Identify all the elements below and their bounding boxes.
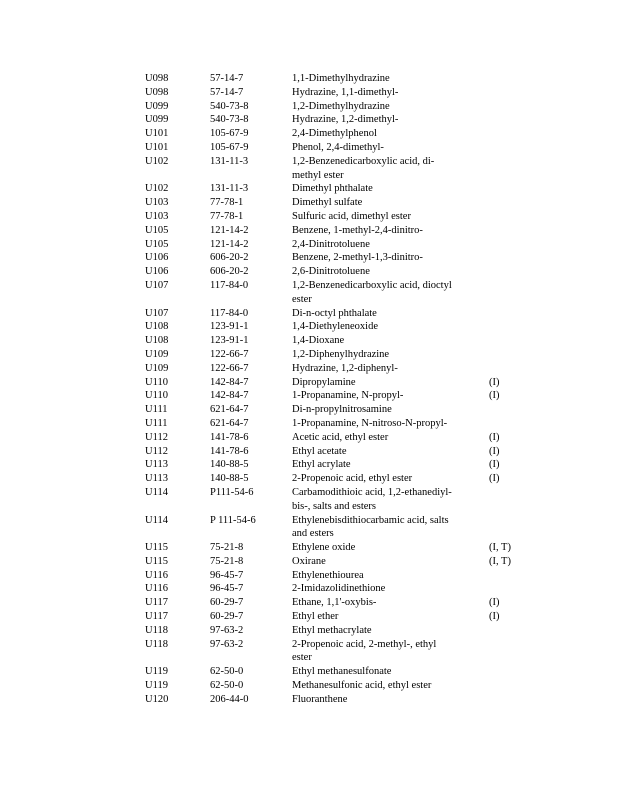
cas-number: 140-88-5 [210, 473, 249, 485]
substance-name-line: Benzene, 2-methyl-1,3-dinitro- [292, 252, 423, 264]
table-row [145, 541, 525, 555]
substance-name-line: Ethyl methacrylate [292, 624, 372, 636]
table-row [145, 334, 525, 348]
table-row [145, 113, 525, 127]
table-row [145, 72, 525, 86]
cas-number: 606-20-2 [210, 266, 249, 278]
table-row [145, 196, 525, 210]
waste-code: U099 [145, 100, 169, 112]
waste-code: U109 [145, 348, 169, 360]
substance-name-line: Ethyl acrylate [292, 459, 351, 471]
table-row [145, 610, 525, 624]
cas-number: 77-78-1 [210, 197, 244, 209]
substance-name-line: Ethylene oxide [292, 542, 356, 554]
cas-number: P111-54-6 [210, 486, 254, 498]
substance-name-line: 1,1-Dimethylhydrazine [292, 73, 390, 84]
table-row [145, 582, 525, 596]
substance-name-line: Di-n-propylnitrosamine [292, 404, 392, 416]
substance-name-line: Hydrazine, 1,2-dimethyl- [292, 114, 399, 126]
waste-code: U105 [145, 238, 169, 250]
waste-code: U113 [145, 473, 168, 485]
substance-name-line: 1,2-Benzenedicarboxylic acid, di- [292, 155, 435, 167]
substance-name-line: Hydrazine, 1,1-dimethyl- [292, 86, 399, 98]
substance-name-line: Benzene, 1-methyl-2,4-dinitro- [292, 224, 423, 236]
cas-number: 57-14-7 [210, 73, 244, 84]
substance-name [292, 389, 480, 403]
cas-number: 122-66-7 [210, 348, 249, 360]
hazard-code: (I) [489, 445, 500, 457]
substance-name [292, 472, 480, 486]
waste-code: U117 [145, 597, 168, 609]
substance-name-line: Carbamodithioic acid, 1,2-ethanediyl- [292, 486, 452, 498]
substance-name [292, 665, 480, 679]
substance-name-line: Oxirane [292, 555, 326, 567]
substance-name-line: 2-Propenoic acid, 2-methyl-, ethyl [292, 638, 437, 650]
table-row [145, 127, 525, 141]
substance-name-line: Ethyl acetate [292, 445, 347, 457]
waste-code: U115 [145, 555, 168, 567]
waste-code: U119 [145, 680, 168, 692]
hazardous-waste-table [145, 72, 525, 707]
hazard-code: (I, T) [489, 555, 511, 567]
substance-name [292, 486, 480, 514]
table-row [145, 362, 525, 376]
substance-name-line: methyl ester [292, 169, 344, 181]
substance-name [292, 307, 480, 321]
table-row [145, 693, 525, 707]
table-row [145, 431, 525, 445]
waste-code: U114 [145, 514, 168, 526]
substance-name-line: Phenol, 2,4-dimethyl- [292, 141, 384, 153]
table-row [145, 155, 525, 183]
table-row [145, 665, 525, 679]
substance-name-line: 1,2-Benzenedicarboxylic acid, dioctyl [292, 279, 452, 291]
substance-name [292, 141, 480, 155]
substance-name [292, 679, 480, 693]
waste-code: U120 [145, 693, 169, 705]
substance-name-line: Acetic acid, ethyl ester [292, 431, 389, 443]
cas-number: 60-29-7 [210, 597, 244, 609]
substance-name [292, 251, 480, 265]
substance-name-line: Dimethyl phthalate [292, 183, 373, 195]
table-row [145, 389, 525, 403]
substance-name-line: 1,2-Diphenylhydrazine [292, 348, 390, 360]
cas-number: 142-84-7 [210, 376, 249, 388]
waste-code: U112 [145, 445, 168, 457]
substance-name [292, 362, 480, 376]
table-row [145, 514, 525, 542]
substance-name [292, 86, 480, 100]
table-row [145, 403, 525, 417]
substance-name-line: 2-Propenoic acid, ethyl ester [292, 473, 413, 485]
table-row [145, 445, 525, 459]
table-row [145, 141, 525, 155]
hazard-code: (I) [489, 459, 500, 471]
cas-number: 97-63-2 [210, 638, 244, 650]
substance-name-line: and esters [292, 528, 334, 540]
table-row [145, 210, 525, 224]
substance-name [292, 638, 480, 666]
cas-number: 142-84-7 [210, 390, 249, 402]
substance-name [292, 72, 480, 86]
substance-name-line: 1-Propanamine, N-nitroso-N-propyl- [292, 417, 448, 429]
substance-name-line: Ethane, 1,1'-oxybis- [292, 597, 377, 609]
cas-number: 206-44-0 [210, 693, 249, 705]
substance-name [292, 582, 480, 596]
substance-name-line: 1,4-Dioxane [292, 335, 345, 347]
substance-name [292, 182, 480, 196]
waste-code: U118 [145, 624, 168, 636]
waste-code: U101 [145, 141, 169, 153]
substance-name-line: Ethylenebisdithiocarbamic acid, salts [292, 514, 449, 526]
substance-name [292, 541, 480, 555]
table-row [145, 100, 525, 114]
substance-name-line: ester [292, 652, 312, 664]
cas-number: 96-45-7 [210, 569, 244, 581]
substance-name [292, 555, 480, 569]
substance-name [292, 265, 480, 279]
substance-name [292, 431, 480, 445]
waste-code: U105 [145, 224, 169, 236]
substance-name [292, 348, 480, 362]
waste-code: U099 [145, 114, 169, 126]
table-row [145, 624, 525, 638]
table-row [145, 458, 525, 472]
waste-code: U102 [145, 183, 169, 195]
table-row [145, 279, 525, 307]
waste-code: U109 [145, 362, 169, 374]
cas-number: 121-14-2 [210, 238, 249, 250]
substance-name-line: 1-Propanamine, N-propyl- [292, 390, 404, 402]
substance-name-line: Ethyl methanesulfonate [292, 666, 392, 678]
substance-name-line: 2,4-Dimethylphenol [292, 128, 377, 140]
waste-code: U098 [145, 73, 169, 84]
waste-code: U106 [145, 266, 169, 278]
cas-number: 77-78-1 [210, 210, 244, 222]
cas-number: 540-73-8 [210, 100, 249, 112]
substance-name-line: 2,6-Dinitrotoluene [292, 266, 370, 278]
cas-number: 131-11-3 [210, 183, 249, 195]
substance-name [292, 127, 480, 141]
waste-code: U103 [145, 197, 169, 209]
hazard-code: (I) [489, 376, 500, 388]
substance-name-line: Methanesulfonic acid, ethyl ester [292, 680, 432, 692]
cas-number: 606-20-2 [210, 252, 249, 264]
substance-name [292, 610, 480, 624]
table-row [145, 569, 525, 583]
waste-code: U101 [145, 128, 169, 140]
hazard-code: (I) [489, 611, 500, 623]
waste-code: U115 [145, 542, 168, 554]
table-row [145, 376, 525, 390]
cas-number: 105-67-9 [210, 128, 249, 140]
cas-number: 60-29-7 [210, 611, 244, 623]
substance-name [292, 334, 480, 348]
substance-name [292, 376, 480, 390]
substance-name-line: Hydrazine, 1,2-diphenyl- [292, 362, 398, 374]
hazard-code: (I, T) [489, 542, 511, 554]
substance-name [292, 624, 480, 638]
substance-name [292, 417, 480, 431]
waste-code: U119 [145, 666, 168, 678]
table-row [145, 486, 525, 514]
waste-code: U111 [145, 417, 168, 429]
hazard-code: (I) [489, 390, 500, 402]
cas-number: 57-14-7 [210, 86, 244, 98]
substance-name [292, 596, 480, 610]
cas-number: 105-67-9 [210, 141, 249, 153]
substance-name [292, 569, 480, 583]
cas-number: 621-64-7 [210, 417, 249, 429]
hazard-code: (I) [489, 597, 500, 609]
table-row [145, 86, 525, 100]
table-row [145, 307, 525, 321]
waste-code: U110 [145, 390, 168, 402]
substance-name [292, 210, 480, 224]
table-row [145, 348, 525, 362]
substance-name-line: Ethyl ether [292, 611, 339, 623]
substance-name-line: Dipropylamine [292, 376, 356, 388]
cas-number: 131-11-3 [210, 155, 249, 167]
substance-name-line: Di-n-octyl phthalate [292, 307, 377, 319]
substance-name [292, 196, 480, 210]
waste-code: U114 [145, 486, 168, 498]
table-row [145, 417, 525, 431]
substance-name [292, 514, 480, 542]
cas-number: 140-88-5 [210, 459, 249, 471]
waste-code: U116 [145, 583, 168, 595]
substance-name-line: ester [292, 293, 312, 305]
table-row [145, 638, 525, 666]
cas-number: 121-14-2 [210, 224, 249, 236]
substance-name [292, 155, 480, 183]
table-row [145, 251, 525, 265]
cas-number: 75-21-8 [210, 542, 244, 554]
waste-code: U111 [145, 404, 168, 416]
table-row [145, 238, 525, 252]
substance-name-line: Sulfuric acid, dimethyl ester [292, 210, 411, 222]
substance-name [292, 693, 480, 707]
cas-number: 540-73-8 [210, 114, 249, 126]
cas-number: 123-91-1 [210, 335, 249, 347]
cas-number: 141-78-6 [210, 445, 249, 457]
substance-name-line: Ethylenethiourea [292, 569, 364, 581]
table-row [145, 472, 525, 486]
table-row [145, 679, 525, 693]
table-row [145, 224, 525, 238]
table-row [145, 182, 525, 196]
waste-code: U112 [145, 431, 168, 443]
substance-name [292, 238, 480, 252]
cas-number: 122-66-7 [210, 362, 249, 374]
substance-name-line: 2,4-Dinitrotoluene [292, 238, 370, 250]
substance-name [292, 458, 480, 472]
cas-number: 75-21-8 [210, 555, 244, 567]
cas-number: 62-50-0 [210, 680, 244, 692]
waste-code: U113 [145, 459, 168, 471]
table-row [145, 265, 525, 279]
waste-code: U106 [145, 252, 169, 264]
substance-name [292, 445, 480, 459]
cas-number: 62-50-0 [210, 666, 244, 678]
waste-code: U110 [145, 376, 168, 388]
waste-code: U107 [145, 279, 169, 291]
waste-code: U116 [145, 569, 168, 581]
substance-name [292, 279, 480, 307]
cas-number: 621-64-7 [210, 404, 249, 416]
waste-code: U118 [145, 638, 168, 650]
waste-code: U107 [145, 307, 169, 319]
substance-name-line: 1,4-Diethyleneoxide [292, 321, 379, 333]
waste-code: U117 [145, 611, 168, 623]
hazard-code: (I) [489, 473, 500, 485]
table-row [145, 320, 525, 334]
waste-code: U108 [145, 321, 169, 333]
cas-number: P 111-54-6 [210, 514, 256, 526]
waste-code: U108 [145, 335, 169, 347]
table-row [145, 596, 525, 610]
cas-number: 123-91-1 [210, 321, 249, 333]
substance-name-line: 1,2-Dimethylhydrazine [292, 100, 390, 112]
table-row [145, 555, 525, 569]
waste-code: U103 [145, 210, 169, 222]
substance-name-line: bis-, salts and esters [292, 500, 376, 512]
substance-name-line: Dimethyl sulfate [292, 197, 363, 209]
cas-number: 97-63-2 [210, 624, 244, 636]
cas-number: 117-84-0 [210, 307, 249, 319]
substance-name [292, 100, 480, 114]
waste-code: U102 [145, 155, 169, 167]
substance-name [292, 224, 480, 238]
substance-name [292, 403, 480, 417]
hazard-code: (I) [489, 431, 500, 443]
substance-name-line: Fluoranthene [292, 693, 348, 705]
cas-number: 117-84-0 [210, 279, 249, 291]
substance-name-line: 2-Imidazolidinethione [292, 583, 386, 595]
substance-name [292, 113, 480, 127]
cas-number: 141-78-6 [210, 431, 249, 443]
substance-name [292, 320, 480, 334]
cas-number: 96-45-7 [210, 583, 244, 595]
waste-code: U098 [145, 86, 169, 98]
